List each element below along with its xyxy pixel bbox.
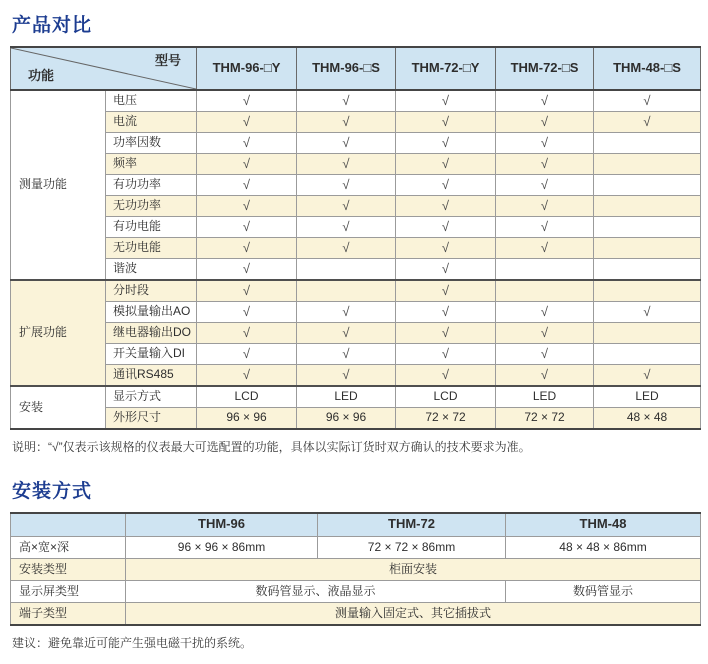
empty-cell [594, 196, 701, 217]
empty-cell [594, 217, 701, 238]
check-mark: √ [496, 323, 594, 344]
empty-cell [496, 280, 594, 302]
feature-label: 模拟量输出AO [106, 302, 197, 323]
check-mark: √ [297, 217, 396, 238]
model-column-header: THM-96 [126, 513, 318, 537]
check-mark: √ [496, 217, 594, 238]
check-mark: √ [594, 302, 701, 323]
feature-row [11, 112, 701, 133]
feature-row [11, 238, 701, 259]
check-mark: √ [496, 238, 594, 259]
check-mark: √ [396, 365, 496, 387]
spec-label: 高×宽×深 [11, 536, 126, 558]
spec-value: 48 × 48 × 86mm [506, 536, 701, 558]
check-mark: √ [396, 154, 496, 175]
check-mark: √ [396, 196, 496, 217]
feature-row [11, 302, 701, 323]
corner-label-function: 功能 [28, 67, 55, 83]
check-mark: √ [197, 154, 297, 175]
spec-row [11, 558, 701, 580]
check-mark: √ [496, 344, 594, 365]
check-mark: √ [396, 133, 496, 154]
model-column-header: THM-72-□S [496, 47, 594, 90]
check-mark: √ [496, 133, 594, 154]
feature-row [11, 408, 701, 430]
spec-value-cell: LCD [197, 386, 297, 408]
spec-label: 安装类型 [11, 558, 126, 580]
check-mark: √ [396, 175, 496, 196]
check-mark: √ [197, 112, 297, 133]
check-mark: √ [496, 365, 594, 387]
spec-label: 端子类型 [11, 602, 126, 625]
check-mark: √ [297, 175, 396, 196]
spec-value-cell: 72 × 72 [396, 408, 496, 430]
check-mark: √ [297, 196, 396, 217]
check-mark: √ [594, 112, 701, 133]
check-mark: √ [197, 365, 297, 387]
feature-label: 有功功率 [106, 175, 197, 196]
check-mark: √ [197, 196, 297, 217]
check-mark: √ [297, 344, 396, 365]
feature-row [11, 175, 701, 196]
check-mark: √ [594, 365, 701, 387]
check-mark: √ [297, 90, 396, 112]
feature-label: 电压 [106, 90, 197, 112]
model-column-header: THM-48-□S [594, 47, 701, 90]
feature-row [11, 386, 701, 408]
check-mark: √ [197, 323, 297, 344]
model-column-header: THM-96-□S [297, 47, 396, 90]
check-mark: √ [197, 280, 297, 302]
feature-row [11, 259, 701, 281]
check-mark: √ [297, 154, 396, 175]
check-mark: √ [496, 196, 594, 217]
feature-row [11, 154, 701, 175]
empty-cell [594, 175, 701, 196]
check-mark: √ [297, 365, 396, 387]
check-mark: √ [197, 259, 297, 281]
empty-cell [594, 344, 701, 365]
feature-label: 无功功率 [106, 196, 197, 217]
spec-value-cell: 48 × 48 [594, 408, 701, 430]
check-mark: √ [297, 112, 396, 133]
check-mark: √ [297, 238, 396, 259]
empty-cell [594, 133, 701, 154]
function-group-label: 扩展功能 [11, 280, 106, 386]
section-title-installation: 安装方式 [12, 480, 93, 502]
check-mark: √ [396, 302, 496, 323]
check-mark: √ [396, 217, 496, 238]
spec-label: 显示屏类型 [11, 580, 126, 602]
feature-row [11, 217, 701, 238]
check-mark: √ [297, 302, 396, 323]
feature-row [11, 280, 701, 302]
feature-label: 无功电能 [106, 238, 197, 259]
check-mark: √ [496, 112, 594, 133]
spec-value-cell: LED [297, 386, 396, 408]
section-spacer [10, 456, 700, 473]
model-column-header: THM-96-□Y [197, 47, 297, 90]
feature-row [11, 133, 701, 154]
check-mark: √ [197, 238, 297, 259]
check-mark: √ [297, 133, 396, 154]
spec-row [11, 536, 701, 558]
spec-value: 72 × 72 × 86mm [318, 536, 506, 558]
installation-table [10, 512, 701, 626]
check-mark: √ [197, 302, 297, 323]
feature-label: 频率 [106, 154, 197, 175]
empty-cell [496, 259, 594, 281]
spec-value-cell: 96 × 96 [297, 408, 396, 430]
function-group-label: 安装 [11, 386, 106, 429]
check-mark: √ [197, 133, 297, 154]
corner-label-model: 型号 [154, 53, 181, 68]
check-mark: √ [197, 344, 297, 365]
check-mark: √ [594, 90, 701, 112]
empty-cell [594, 238, 701, 259]
feature-label: 分时段 [106, 280, 197, 302]
check-mark: √ [197, 90, 297, 112]
spec-value-cell: LED [496, 386, 594, 408]
feature-row [11, 323, 701, 344]
spec-value-cell: LED [594, 386, 701, 408]
check-mark: √ [496, 90, 594, 112]
spec-value: 测量输入固定式、其它插拔式 [126, 602, 701, 625]
check-mark: √ [496, 302, 594, 323]
check-mark: √ [496, 154, 594, 175]
spec-value: 柜面安装 [126, 558, 701, 580]
spec-value-cell: LCD [396, 386, 496, 408]
feature-label: 功率因数 [106, 133, 197, 154]
spec-value-cell: 96 × 96 [197, 408, 297, 430]
check-mark: √ [396, 90, 496, 112]
function-group-label: 测量功能 [11, 90, 106, 280]
check-mark: √ [197, 217, 297, 238]
spec-value: 96 × 96 × 86mm [126, 536, 318, 558]
spec-row [11, 602, 701, 625]
blank-header-cell [11, 513, 126, 537]
model-column-header: THM-48 [506, 513, 701, 537]
spec-row [11, 580, 701, 602]
feature-label: 开关量输入DI [106, 344, 197, 365]
empty-cell [594, 154, 701, 175]
feature-row [11, 196, 701, 217]
feature-row [11, 90, 701, 112]
check-mark: √ [396, 259, 496, 281]
section-title-product-comparison: 产品对比 [12, 15, 93, 36]
feature-row [11, 365, 701, 387]
feature-label: 显示方式 [106, 386, 197, 408]
feature-label: 电流 [106, 112, 197, 133]
check-mark: √ [197, 175, 297, 196]
empty-cell [594, 280, 701, 302]
check-mark: √ [396, 112, 496, 133]
comparison-note: 说明：“√”仅表示该规格的仪表最大可选配置的功能，具体以实际订货时双方确认的技术要求为准。 [12, 440, 531, 454]
feature-label: 外形尺寸 [106, 408, 197, 430]
check-mark: √ [396, 238, 496, 259]
model-column-header: THM-72-□Y [396, 47, 496, 90]
empty-cell [297, 259, 396, 281]
check-mark: √ [297, 323, 396, 344]
spec-value: 数码管显示 [506, 580, 701, 602]
installation-note: 建议：避免靠近可能产生强电磁干扰的系统。 [12, 635, 253, 650]
feature-label: 谐波 [106, 259, 197, 281]
check-mark: √ [396, 323, 496, 344]
spec-value-cell: 72 × 72 [496, 408, 594, 430]
feature-row [11, 344, 701, 365]
product-comparison-table [10, 46, 701, 430]
installation-header-row [11, 513, 701, 537]
feature-label: 继电器输出DO [106, 323, 197, 344]
empty-cell [297, 280, 396, 302]
feature-label: 有功电能 [106, 217, 197, 238]
corner-header-cell [11, 47, 197, 90]
comparison-header-row [11, 47, 701, 90]
model-column-header: THM-72 [318, 513, 506, 537]
check-mark: √ [396, 280, 496, 302]
empty-cell [594, 323, 701, 344]
check-mark: √ [496, 175, 594, 196]
empty-cell [594, 259, 701, 281]
spec-value: 数码管显示、液晶显示 [126, 580, 506, 602]
feature-label: 通讯RS485 [106, 365, 197, 387]
check-mark: √ [396, 344, 496, 365]
